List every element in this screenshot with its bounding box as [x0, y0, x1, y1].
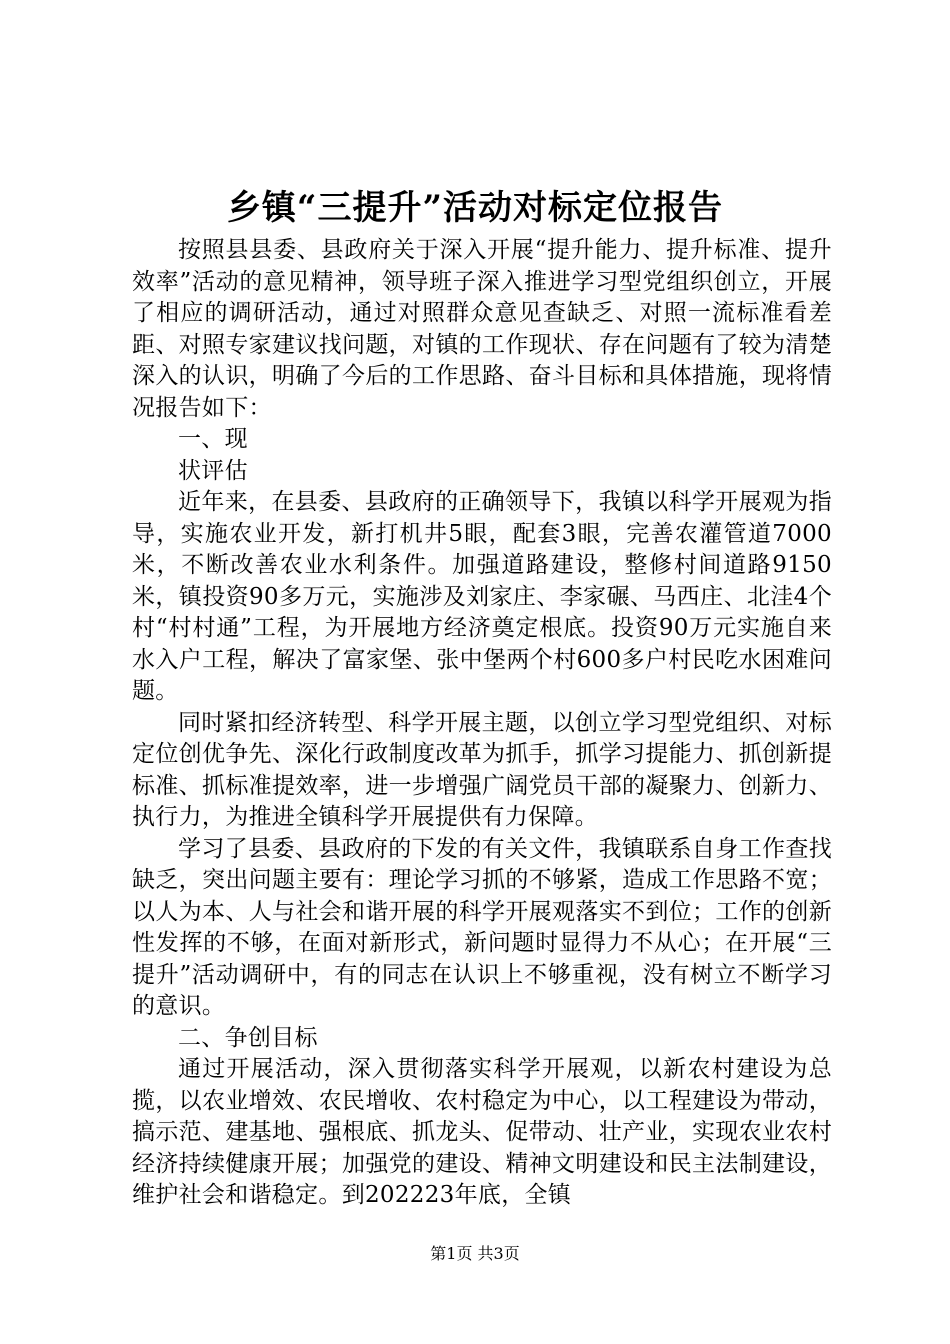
- paragraph-themes: 同时紧扣经济转型、科学开展主题，以创立学习型党组织、对标定位创优争先、深化行政制度改革为抓手，抓学习提能力、抓创新提标准、抓标准提效率，进一步增强广阔党员干部的凝聚力、创新力、执行力，为推进全镇科学开展提供有力保障。: [132, 709, 832, 830]
- section-heading-1-part-2: 状评估: [178, 457, 248, 484]
- paragraph-intro: 按照县县委、县政府关于深入开展“提升能力、提升标准、提升效率”活动的意见精神，领导班子深入推进学习型党组织创立，开展了相应的调研活动，通过对照群众意见查缺乏、对照一流标准看差距、对照专家建议找问题，对镇的工作现状、存在问题有了较为清楚深入的认识，明确了今后的工作思路、奋斗目标和具体措施，现将情况报告如下：: [132, 237, 832, 421]
- section-heading-2: 二、争创目标: [178, 1024, 318, 1051]
- document-body: [132, 235, 832, 1212]
- document-title: 乡镇“三提升”活动对标定位报告: [226, 188, 724, 228]
- paragraph-problems: 学习了县委、县政府的下发的有关文件，我镇联系自身工作查找缺乏，突出问题主要有：理论学习抓的不够紧，造成工作思路不宽；以人为本、人与社会和谐开展的科学开展观落实不到位；工作的创新性发挥的不够，在面对新形式，新问题时显得力不从心；在开展“三提升”活动调研中，有的同志在认识上不够重视，没有树立不断学习的意识。: [132, 835, 832, 1019]
- page-number-footer: 第1页 共3页: [430, 1244, 520, 1263]
- section-heading-1-part-1: 一、现: [178, 426, 248, 452]
- paragraph-achievements: 近年来，在县委、县政府的正确领导下，我镇以科学开展观为指导，实施农业开发，新打机井5眼，配套3眼，完善农灌管道7000米，不断改善农业水利条件。加强道路建设，整修村间道路9150米，镇投资90多万元，实施涉及刘家庄、李家碾、马西庄、北洼4个村“村村通”工程，为开展地方经济奠定根底。投资90万元实施自来水入户工程，解决了富家堡、张中堡两个村600多户村民吃水困难问题。: [132, 489, 832, 704]
- paragraph-goals: 通过开展活动，深入贯彻落实科学开展观，以新农村建设为总揽，以农业增效、农民增收、农村稳定为中心，以工程建设为带动，搞示范、建基地、强根底、抓龙头、促带动、壮产业，实现农业农村经济持续健康开展；加强党的建设、精神文明建设和民主法制建设，维护社会和谐稳定。到202223年底，全镇: [132, 1056, 832, 1208]
